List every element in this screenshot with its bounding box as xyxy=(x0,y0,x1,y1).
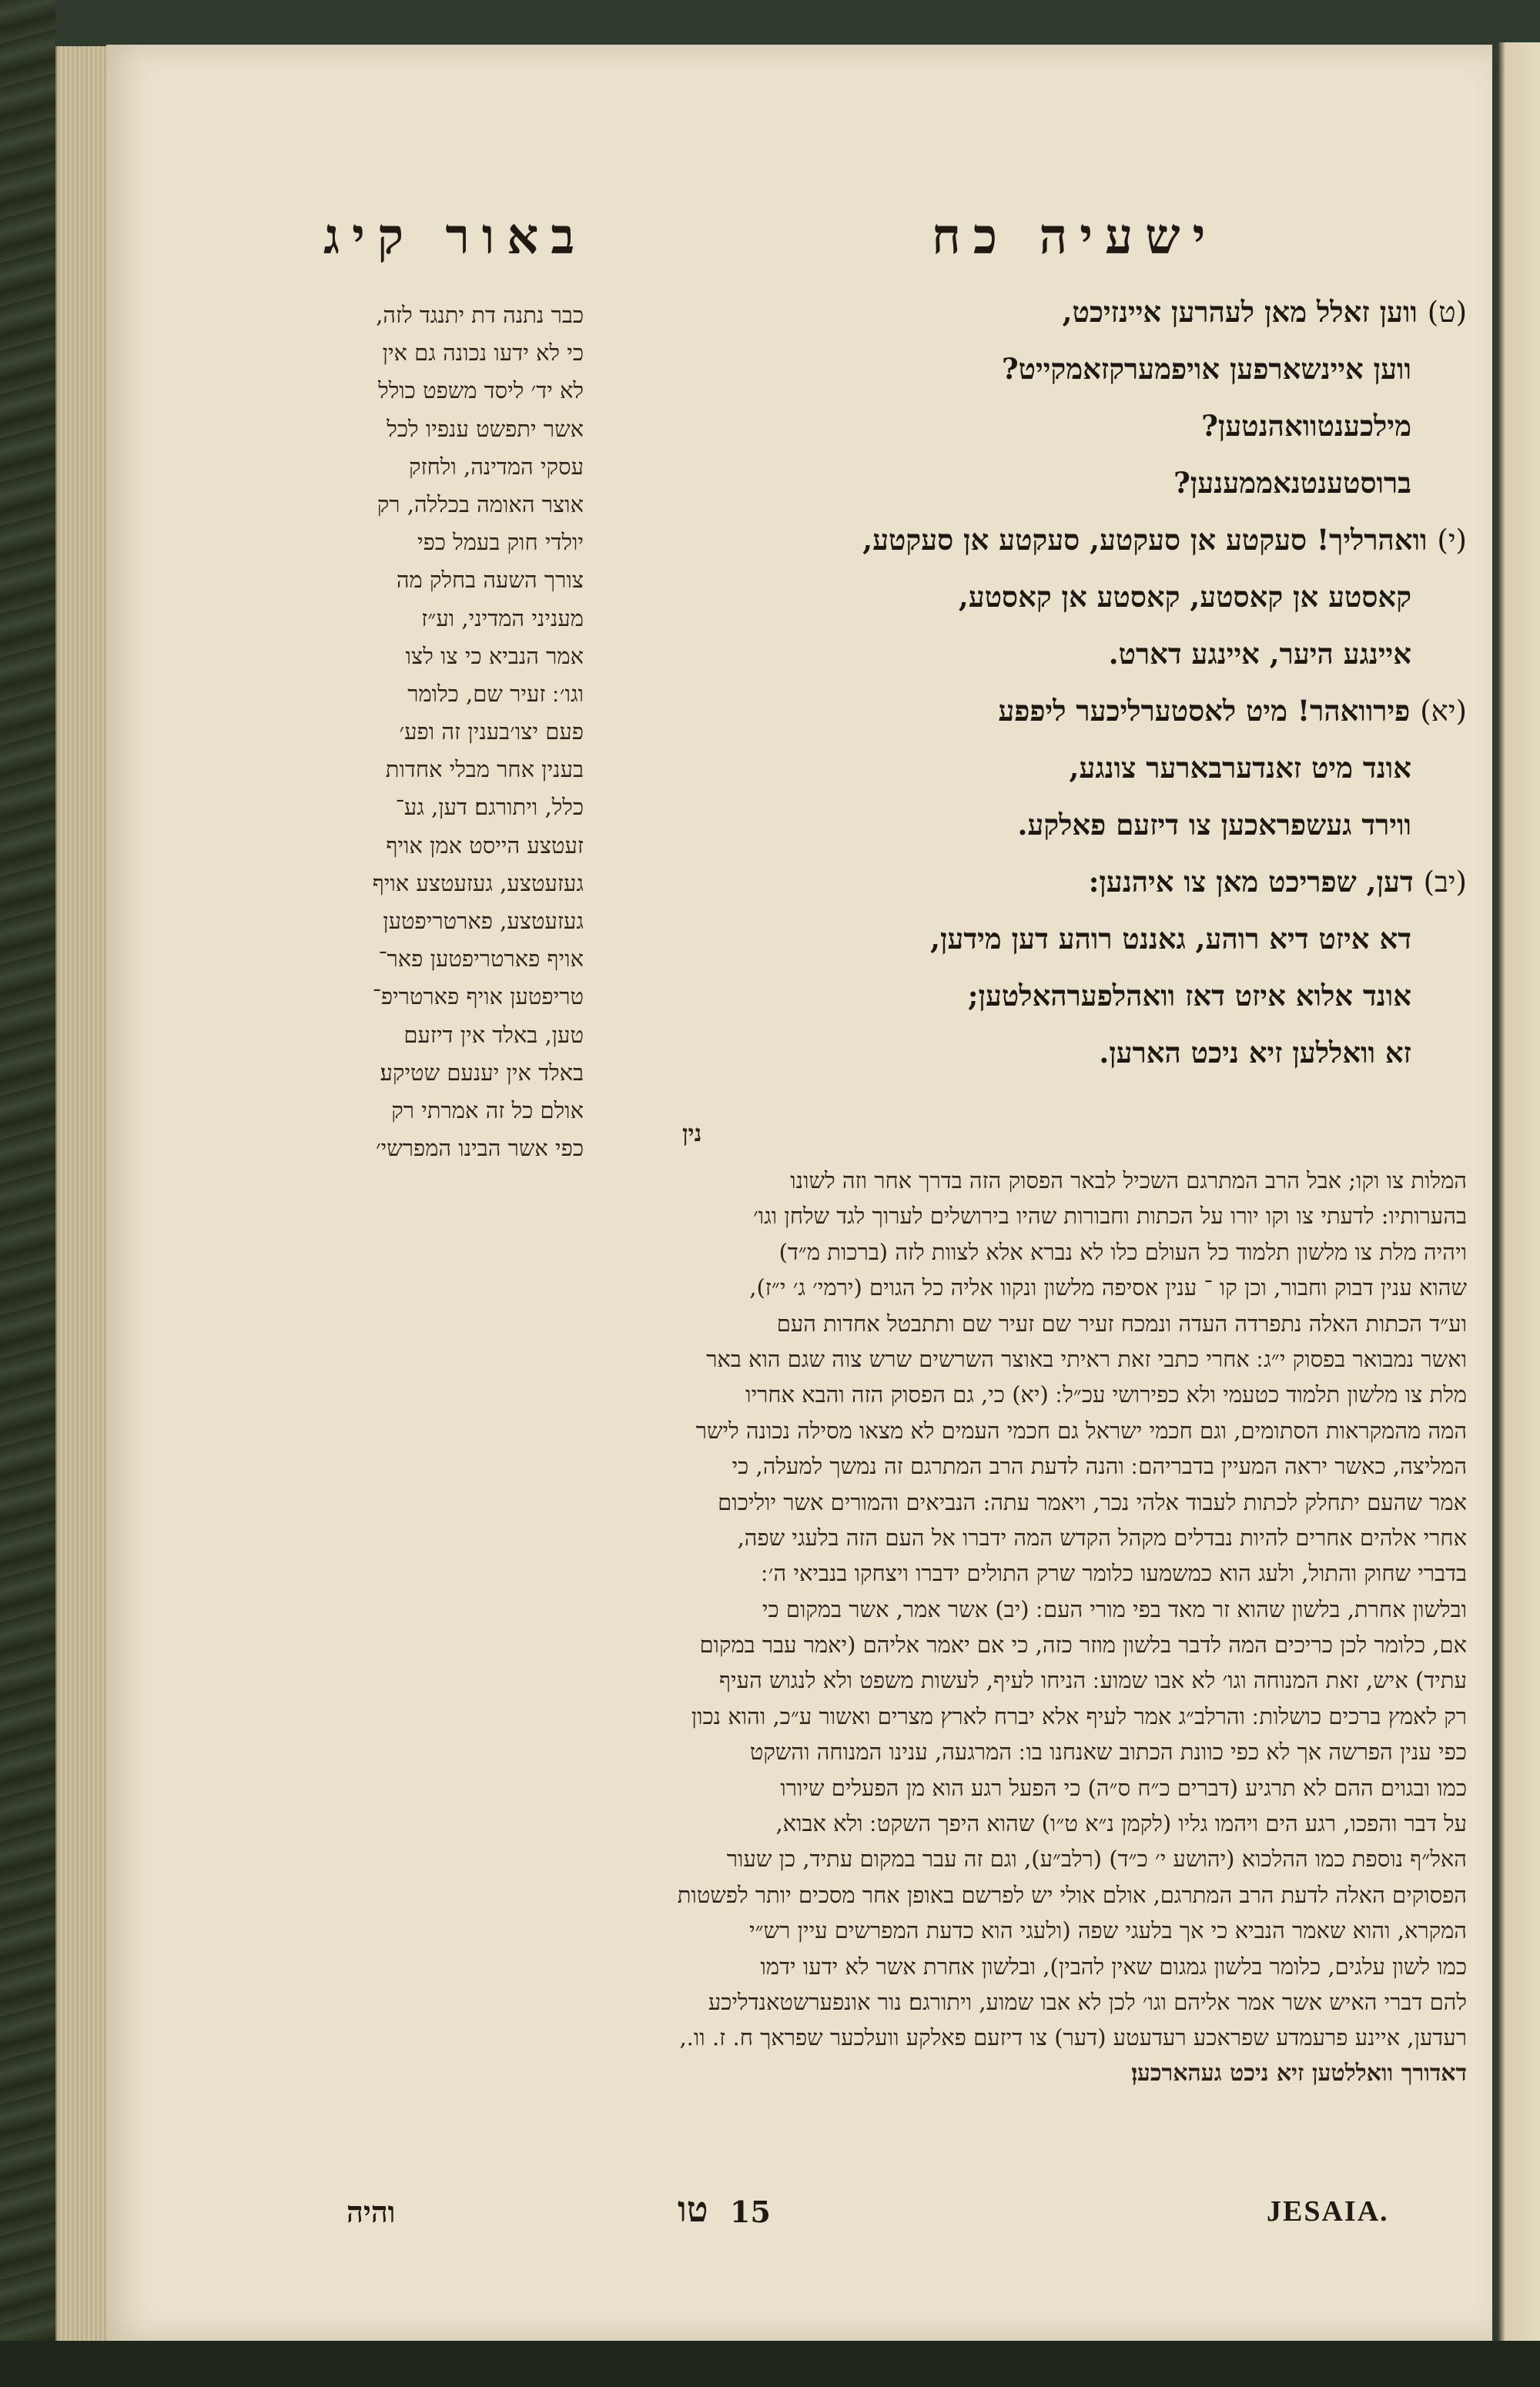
verse-text: מילכענטוואהנטען? xyxy=(1201,409,1411,443)
chapter-header: ישעיה כח xyxy=(932,208,1218,266)
commentary-paragraph-line: המה מהמקראות הסתומים, וגם חכמי ישראל גם חכמי העמים לא מצאו מסילה נכונה לישר xyxy=(695,1417,1467,1444)
commentary-line: בענין אחר מבלי אחדות xyxy=(385,756,584,783)
commentary-paragraph-line: אמר שהעם יתחלק לכתות לעבוד אלהי נכר, ויאמר עתה: הנביאים והמורים אשר יוליכום xyxy=(718,1488,1467,1515)
book-bottom-background xyxy=(0,2341,1540,2387)
verse-line xyxy=(631,853,1467,910)
commentary-line: אויף פארטריפטען פאר־ xyxy=(378,946,584,973)
commentary-paragraph-line: האל״ף נוספת כמו ההלכוא (יהושע י׳ כ״ד) (רלב״ע), וגם זה עבר במקום עתיד, כן שעור xyxy=(726,1846,1467,1873)
commentary-column xyxy=(308,296,584,1167)
page-stack-edges xyxy=(55,46,108,2341)
section-marker: נין xyxy=(682,1120,702,1147)
verse-text: וואהרליך! סעקטע אן סעקטע, סעקטע אן סעקטע, xyxy=(862,523,1428,557)
verse-text: קאסטע אן קאסטע, קאסטע אן קאסטע, xyxy=(958,580,1411,614)
commentary-paragraph-line: אחרי אלהים אחרים להיות נבדלים מקהל הקדש המה ידברו אל העם הזה בלעגי שפה, xyxy=(737,1524,1467,1551)
commentary-paragraph-line: שהוא ענין דבוק וחבור, וכן קו ־ ענין אסיפה מלשון ונקוו אליה כל הגוים (ירמי׳ ג׳ י״ז), xyxy=(749,1274,1467,1301)
commentary-paragraph-line: הפסוקים האלה לדעת הרב המתרגם, אולם אולי יש לפרשם באופן אחר מסכים יותר לפשטות xyxy=(677,1881,1467,1908)
commentary-line: כלל, ויתורגם׃ דען, גע־ xyxy=(395,794,584,821)
commentary-line: אוצר האומה בכללה, רק xyxy=(377,490,584,517)
commentary-line: טען, באלד אין דיזעם xyxy=(403,1021,584,1048)
commentary-line: אולם כל זה אמרתי רק xyxy=(391,1096,584,1123)
commentary-line: יולדי חוק בעמל כפי xyxy=(417,529,584,556)
verse-line xyxy=(631,739,1467,796)
verse-text: דא איזט דיא רוהע, גאננט רוהע דען מידען, xyxy=(930,922,1411,956)
commentary-line: אשר יתפשט ענפיו לכל xyxy=(387,415,584,442)
commentary-line: טריפטען אויף פארטריפ־ xyxy=(372,983,584,1010)
commentary-line: עסקי המדינה, ולחזק xyxy=(409,453,584,480)
verse-text: איינגע היער, איינגע דארט. xyxy=(1108,637,1411,671)
commentary-paragraph-line: המלות צו וקו; אבל הרב המתרגם השכיל לבאר הפסוק הזה בדרך אחר וזה לשונו xyxy=(790,1167,1467,1194)
commentary-line: כבר נתנה דת יתנגד לזה, xyxy=(376,302,584,328)
verse-line xyxy=(631,682,1467,739)
footer-page-number: 15 xyxy=(730,2194,771,2229)
commentary-header: באור קיג xyxy=(323,208,588,266)
verse-text: זא וואללען זיא ניכט הארען. xyxy=(1099,1036,1411,1070)
footer-hebrew-signature: טו xyxy=(678,2188,708,2230)
commentary-paragraph-line: בדברי שחוק והתול, ולעג הוא כמשמעו כלומר שרק התולים ידברו ויצחקו בנביאי ה׳ ׃ xyxy=(761,1560,1467,1587)
commentary-paragraph-line: כמו לשון עלגים, כלומר בלשון גמגום שאין להבין), ובלשון אחרת אשר לא ידעו ידמו xyxy=(760,1953,1467,1980)
verse-translation-column xyxy=(631,283,1467,1081)
verse-line xyxy=(631,910,1467,967)
commentary-paragraph-line: עתיד) איש, זאת המנוחה וגו׳ לא אבו שמוע ׃ הניחו לעיף, לעשות משפט ולא לנגוש העיף xyxy=(719,1667,1467,1694)
verse-line xyxy=(631,967,1467,1024)
verse-number: (י) xyxy=(1437,524,1467,557)
commentary-line: זעטצע הייסט אמן אויף xyxy=(386,832,584,859)
commentary-paragraph-line: אם, כלומר לכן כריכים המה לדבר בלשון מוזר כזה, כי אם יאמר אליהם (יאמר עבר במקום xyxy=(699,1632,1467,1659)
commentary-line: וגו׳ ׃ זעיר שם, כלומר xyxy=(407,680,584,707)
commentary-line: כפי אשר הבינו המפרשי׳ xyxy=(375,1135,584,1162)
verse-number: (יב) xyxy=(1423,865,1467,899)
commentary-paragraph-line: דאדורך וואללטען זיא ניכט געהארכען׃ xyxy=(1131,2059,1467,2087)
verse-line xyxy=(631,625,1467,682)
commentary-paragraph-line: על דבר והפכו, רגע הים ויהמו גליו (לקמן נ״א ט״ו) שהוא היפך השקט ׃ ולא אבוא, xyxy=(775,1810,1467,1837)
verse-text: ברוסטענטנאממענען? xyxy=(1173,466,1411,500)
commentary-paragraph-line: המליצה, כאשר יראה המעיין בדבריהם ׃ והנה לדעת הרב המתרגם זה נמשך למעלה, כי xyxy=(732,1453,1467,1480)
footer-book-name: JESAIA. xyxy=(1267,2195,1389,2228)
verse-line xyxy=(631,340,1467,397)
verse-line xyxy=(631,1024,1467,1081)
verse-text: ווען זאלל מאן לעהרען איינזיכט, xyxy=(1062,295,1418,329)
verse-text: אונד מיט זאנדערבארער צונגע, xyxy=(1069,751,1411,785)
verse-line xyxy=(631,568,1467,625)
full-width-commentary xyxy=(308,1163,1467,2091)
commentary-line: פעם יצו׳בענין זה ופע׳ xyxy=(399,718,584,745)
verse-number: (ט) xyxy=(1427,296,1467,329)
verse-text: ווען איינשארפען אויפמערקזאמקייט? xyxy=(1001,352,1411,386)
verse-line xyxy=(631,283,1467,340)
commentary-paragraph-line: המקרא, והוא שאמר הנביא כי אך בלעגי שפה (ולעגי הוא כדעת המפרשים עיין רש״י xyxy=(748,1917,1467,1944)
commentary-paragraph-line: ובלשון אחרת, בלשון שהוא זר מאד בפי מורי העם ׃ (יב) אשר אמר, אשר במקום כי xyxy=(762,1595,1467,1622)
verse-line xyxy=(631,511,1467,568)
commentary-line: לא יד׳ ליסד משפט כולל xyxy=(378,377,584,404)
commentary-paragraph-line: כמו ובגוים ההם לא תרגיע (דברים כ״ח ס״ה) כי הפעל רגע הוא מן הפעלים שיורו xyxy=(780,1774,1467,1801)
footer-catchword: והיה xyxy=(346,2194,396,2229)
commentary-paragraph-line: להם דברי האיש אשר אמר אליהם וגו׳ לכן לא אבו שמוע, ויתורגם׃ נור אונפערשטאנדליכע xyxy=(708,1988,1467,2015)
verse-text: דען, שפריכט מאן צו איהנען: xyxy=(1088,865,1414,899)
commentary-paragraph-line: רעדען, איינע פרעמדע שפראכע רעדעטע (דער) צו דיזעם פאלקע וועלכער שפראך ח. ז. וו., xyxy=(679,2024,1467,2051)
verse-text: אונד אלוא איזט דאז וואהלפערהאלטען; xyxy=(967,979,1411,1013)
commentary-line: מעניני המדיני, וע״ז xyxy=(421,604,584,631)
commentary-paragraph-line: רק לאמץ ברכים כושלות ׃ והרלב״ג אמר לעיף אלא יברח לארץ מצרים ואשור ע״כ, והוא נכון xyxy=(691,1702,1467,1729)
commentary-line: כי לא ידעו נכונה גם אין xyxy=(382,340,584,367)
commentary-paragraph-line: מלת צו מלשון תלמוד כטעמי ולא כפירושי עכ״ל ׃ (יא) כי, גם הפסוק הזה והבא אחריו xyxy=(745,1381,1467,1408)
book-cover-edge xyxy=(0,0,55,2387)
commentary-paragraph-line: בהערותיו: לדעתי צו וקו יורו על הכתות וחבורות שהיו בירושלים לערוך לגד שלחן וגו׳ xyxy=(753,1203,1467,1230)
commentary-paragraph-line: וע״ד הכתות האלה נתפרדה העדה ונמכח זעיר שם זעיר שם ותתבטל אחדות העם xyxy=(776,1310,1467,1337)
commentary-paragraph-line: כפי ענין הפרשה אך לא כפי כוונת הכתוב שאנחנו בו ׃ המרגעה, ענינו המנוחה והשקט xyxy=(749,1739,1467,1766)
verse-number: (יא) xyxy=(1420,695,1467,728)
verse-line xyxy=(631,454,1467,511)
commentary-line: געזעטצע, פארטריפטען xyxy=(383,908,584,934)
commentary-line: צורך השעה בחלק מה xyxy=(396,567,584,594)
commentary-paragraph-line: ויהיה מלת צו מלשון תלמוד כל העולם כלו לא נברא אלא לצוות לזה (ברכות מ״ד) xyxy=(778,1238,1467,1265)
verse-line xyxy=(631,397,1467,454)
verse-text: ווירד געשפראכען צו דיזעם פאלקע. xyxy=(1017,808,1411,842)
commentary-line: באלד אין יענעם שטיקע׃ xyxy=(380,1059,584,1086)
commentary-line: אמר הנביא כי צו לצו xyxy=(405,642,584,669)
commentary-line: געזעטצע, געזעטצע אויף xyxy=(372,869,584,896)
commentary-paragraph-line: ואשר נמבואר בפסוק י״ג ׃ אחרי כתבי זאת ראיתי באוצר השרשים שרש צוה שגם הוא באר xyxy=(706,1345,1467,1372)
facing-page-edge xyxy=(1498,42,1540,2345)
verse-text: פירוואהר! מיט לאסטערליכער ליפפע xyxy=(998,694,1411,728)
verse-line xyxy=(631,796,1467,853)
